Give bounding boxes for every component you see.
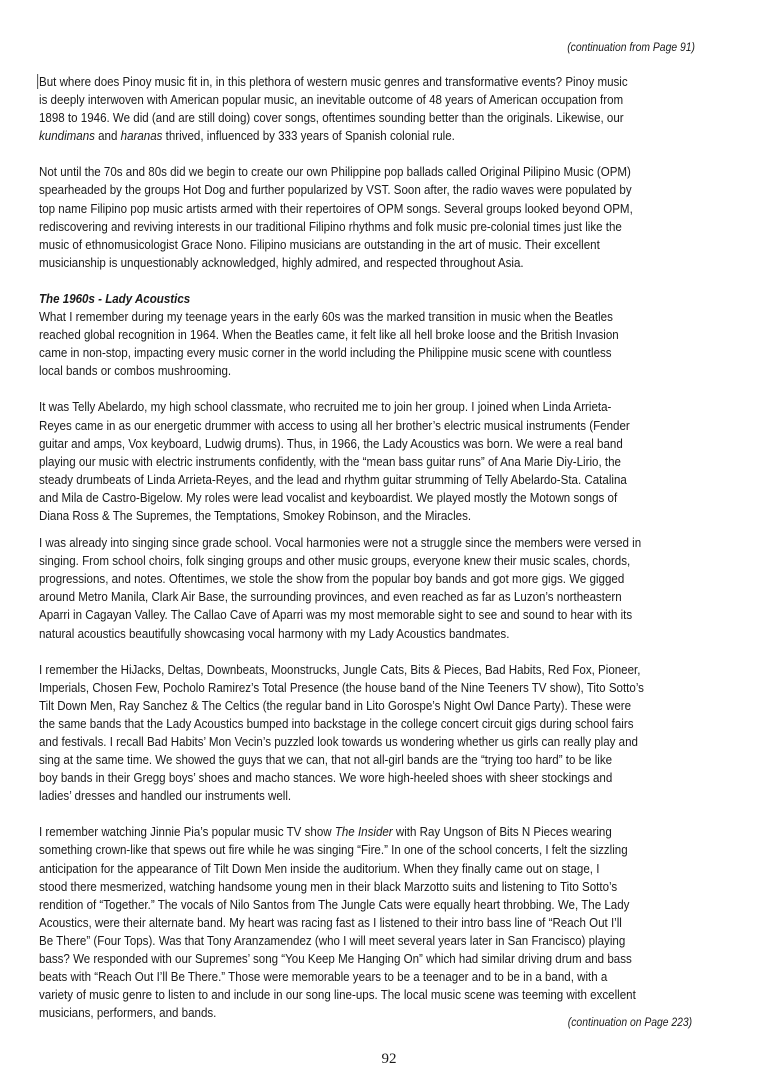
paragraph-band-formation	[39, 398, 719, 525]
text-line: Acoustics, were their alternate band. My heart was racing fast as I listened to their intro bass line of “Reach Out I’ll	[39, 914, 622, 930]
continuation-from-note: (continuation from Page 91)	[567, 42, 695, 54]
section-1960s	[39, 290, 719, 380]
text-line: rendition of “Together.” The vocals of Nilo Santos from The Jungle Cats were equally heart throbbing. We, The Lady	[39, 896, 630, 912]
text-line: Be There” (Four Tops). Was that Tony Aranzamendez (who I will meet several years later in San Francisco) playing	[39, 932, 626, 948]
text-line: spearheaded by the groups Hot Dog and further popularized by VST. Soon after, the radio waves were populated by	[39, 182, 632, 198]
text-line: I remember watching Jinnie Pia’s popular music TV show The Insider with Ray Ungson of Bits N Pieces wearing	[39, 824, 612, 840]
text-cursor	[37, 74, 38, 89]
text-line: natural acoustics beautifully showcasing vocal harmony with my Lady Acoustics bandmates.	[39, 625, 510, 641]
text-line: and festivals. I recall Bad Habits’ Mon Vecin’s puzzled look towards us wondering whether us girls can really play and	[39, 734, 638, 749]
text-line: Reyes came in as our energetic drummer with access to using all her brother’s electric musical instruments (Fender	[39, 417, 630, 433]
paragraph-singing	[39, 534, 719, 643]
text-line: Aparri in Cagayan Valley. The Callao Cave of Aparri was my most memorable sight to see and sound to hear with its	[39, 607, 633, 623]
text-line: Imperials, Chosen Few, Pocholo Ramirez’s Total Presence (the house band of the Nine Teeners TV show), Tito Sotto’s	[39, 679, 644, 695]
text-line: Diana Ross & The Supremes, the Temptations, Smokey Robinson, and the Miracles.	[39, 507, 472, 523]
text-line: and Mila de Castro-Bigelow. My roles were lead vocalist and keyboardist. We played mostly the Motown songs of	[39, 489, 618, 505]
article-body	[39, 73, 719, 1022]
text-line: Not until the 70s and 80s did we begin to create our own Philippine pop ballads called Original Pilipino Music (OPM)	[39, 164, 631, 180]
text-line: kundimans and haranas thrived, influenced by 333 years of Spanish colonial rule.	[39, 128, 455, 144]
text-line: I was already into singing since grade school. Vocal harmonies were not a struggle since the members were versed in	[39, 535, 642, 551]
text-line: music of ethnomusicologist Grace Nono. Filipino musicians are outstanding in the art of music. Their excellent	[39, 236, 600, 252]
text-line: musicians, performers, and bands.	[39, 1005, 217, 1021]
text-line: around Metro Manila, Clark Air Base, the surrounding provinces, and even reached as far as Luzon’s northeastern	[39, 589, 622, 605]
text-line: top name Filipino pop music artists armed with their repertoires of OPM songs. Several groups looked beyond OPM,	[39, 200, 633, 216]
text-line: playing our music with electric instruments confidently, with the “mean bass guitar runs” of Ana Marie Diy-Lirio, the	[39, 453, 621, 469]
text-line: 1898 to 1946. We did (and are still doing) cover songs, oftentimes sounding better than the originals. Likewise, our	[39, 110, 624, 126]
text-line: rediscovering and reviving interests in our traditional Filipino rhythms and folk music pre-colonial times just like the	[39, 218, 622, 234]
paragraph-opm	[39, 163, 719, 272]
text-line: is deeply interwoven with American popular music, an inevitable outcome of 48 years of American occupation from	[39, 92, 624, 108]
text-line: came in non-stop, impacting every music corner in the world including the Philippine music scene with countless	[39, 345, 612, 361]
text-line: anticipation for the appearance of Tilt Down Men inside the auditorium. When they finally came out on stage, I	[39, 860, 600, 876]
text-line: variety of music genre to listen to and include in our song line-ups. The local music scene was teeming with excellent	[39, 987, 636, 1003]
text-line: I remember the HiJacks, Deltas, Downbeats, Moonstrucks, Jungle Cats, Bits & Pieces, Bad Habits, Red Fox, Pioneer,	[39, 661, 641, 677]
continuation-on-note: (continuation on Page 223)	[567, 1017, 692, 1029]
text-line: guitar and amps, Vox keyboard, Ludwig drums). Thus, in 1966, the Lady Acoustics was born. We were a real band	[39, 435, 623, 451]
text-line: musicianship is unquestionably acknowledged, highly admired, and respected throughout Asia.	[39, 254, 524, 270]
text-line: Tilt Down Men, Ray Sanchez & The Celtics (the regular band in Lito Gorospe’s Night Owl Dance Party). These were	[39, 697, 632, 713]
text-line: progressions, and notes. Oftentimes, we stole the show from the popular boy bands and got more gigs. We gigged	[39, 571, 625, 587]
paragraph-bands	[39, 661, 719, 806]
text-line: steady drumbeats of Linda Arrieta-Reyes, and the lead and rhythm guitar strumming of Telly Abelardo-Sta. Catalina	[39, 471, 627, 487]
text-line: something crown-like that spews out fire while he was singing “Fire.” In one of the school concerts, I felt the sizzling	[39, 842, 628, 858]
paragraph-pinoy-music	[39, 73, 719, 145]
text-line: boy bands in their Gregg boys’ shoes and macho stances. We wore high-heeled shoes with sheer stockings and	[39, 770, 613, 786]
text-line: ladies’ dresses and handled our instruments well.	[39, 788, 292, 804]
text-line: singing. From school choirs, folk singing groups and other music groups, everyone knew their music scales, chords,	[39, 553, 631, 569]
text-line: local bands or combos mushrooming.	[39, 363, 232, 379]
text-line: sing at the same time. We showed the guys that we can, that not all-girl bands are the “trying too hard” to be like	[39, 752, 613, 768]
section-heading: The 1960s - Lady Acoustics	[39, 290, 191, 306]
text-line: beats with “Reach Out I’ll Be There.” Those were memorable years to be a teenager and to be in a band, with a	[39, 969, 608, 985]
text-line: But where does Pinoy music fit in, in this plethora of western music genres and transformative events? Pinoy music	[39, 74, 628, 89]
text-line: bass? We responded with our Supremes’ song “You Keep Me Hanging On” which had similar driving drum and bass	[39, 951, 632, 967]
text-line: It was Telly Abelardo, my high school classmate, who recruited me to join her group. I joined when Linda Arrieta-	[39, 399, 612, 415]
text-line: the same bands that the Lady Acoustics bumped into backstage in the college concert circuit gigs during school fairs	[39, 715, 634, 731]
paragraph-tv-show	[39, 823, 719, 1022]
text-line: stood there mesmerized, watching handsome young men in their black Marzotto suits and listening to Tito Sotto’s	[39, 878, 618, 894]
text-line: What I remember during my teenage years in the early 60s was the marked transition in music when the Beatles	[39, 309, 613, 325]
text-line: reached global recognition in 1964. When the Beatles came, it felt like all hell broke loose and the British Invasion	[39, 327, 619, 343]
page-number: 92	[381, 1051, 397, 1067]
